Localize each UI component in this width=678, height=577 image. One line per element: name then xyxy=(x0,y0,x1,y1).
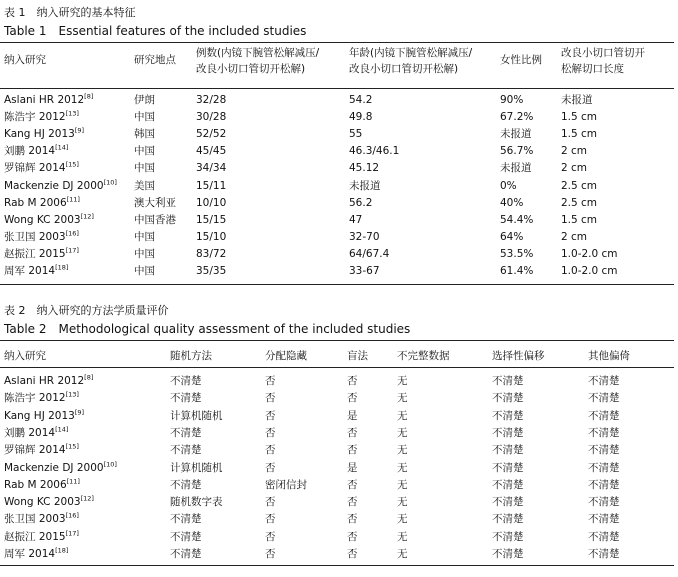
table2-bottom-rule xyxy=(0,565,674,566)
study-name: 刘鹏 2014 xyxy=(4,145,56,158)
table2-random-cell: 随机数字表 xyxy=(170,496,223,509)
table1-female-cell: 64% xyxy=(500,230,524,243)
table1-female-cell: 0% xyxy=(500,179,517,192)
table1-location-cell: 中国 xyxy=(134,145,155,158)
table2-study-cell xyxy=(4,392,79,404)
table2-incomplete-cell: 无 xyxy=(397,513,408,526)
reference-superscript: [13] xyxy=(65,390,79,399)
table1-study-cell xyxy=(4,180,117,192)
table2-random-cell: 不清楚 xyxy=(170,375,202,387)
reference-superscript: [10] xyxy=(103,460,117,468)
table1-length-cell: 1.0-2.0 cm xyxy=(561,265,618,277)
table2-incomplete-cell: 无 xyxy=(397,444,408,457)
table1-length-cell: 1.0-2.0 cm xyxy=(561,247,618,260)
table1-cases-cell: 35/35 xyxy=(196,265,227,277)
table1-cases-cell: 34/34 xyxy=(196,162,227,175)
table2-header-rule xyxy=(0,367,674,368)
table1-header-cell: 松解切口长度 xyxy=(561,63,624,75)
table2-allocation-cell: 否 xyxy=(265,530,276,543)
table2-random-cell: 不清楚 xyxy=(170,392,202,405)
reference-superscript: [8] xyxy=(84,373,94,382)
table1-age-cell: 32-70 xyxy=(349,230,380,243)
table2-allocation-cell: 否 xyxy=(265,375,276,387)
table2-random-cell: 不清楚 xyxy=(170,513,202,526)
table2-random-cell: 不清楚 xyxy=(170,444,202,457)
reference-superscript: [14] xyxy=(55,143,69,152)
table2-allocation-cell: 否 xyxy=(265,548,276,560)
study-name: Wong KC 2003 xyxy=(4,496,81,509)
table1-header-cell: 研究地点 xyxy=(134,54,176,66)
table2-allocation-cell: 否 xyxy=(265,392,276,405)
table1-age-cell: 64/67.4 xyxy=(349,247,390,260)
table2-incomplete-cell: 无 xyxy=(397,426,408,439)
table2-incomplete-cell: 无 xyxy=(397,548,408,560)
table2-study-cell xyxy=(4,531,79,543)
study-name: 陈浩宇 2012 xyxy=(4,111,66,124)
table2-allocation-cell: 否 xyxy=(265,513,276,526)
study-name: 周军 2014 xyxy=(4,265,56,277)
table1-cases-cell: 32/28 xyxy=(196,94,227,106)
table1-location-cell: 中国 xyxy=(134,111,155,124)
table2-blind-cell: 是 xyxy=(347,409,358,422)
reference-superscript: [11] xyxy=(66,477,80,486)
table2-selective-cell: 不清楚 xyxy=(492,530,524,543)
table2-selective-cell: 不清楚 xyxy=(492,409,524,422)
table1-age-cell: 55 xyxy=(349,128,363,141)
table1-length-cell: 1.5 cm xyxy=(561,128,598,141)
table2-other-cell: 不清楚 xyxy=(588,496,620,509)
table2-study-cell xyxy=(4,513,79,525)
table1-caption-cn: 表 1 纳入研究的基本特征 xyxy=(4,6,136,19)
table2-top-rule xyxy=(0,340,674,341)
study-name: 陈浩宇 2012 xyxy=(4,392,66,405)
table1-location-cell: 中国 xyxy=(134,230,155,243)
study-name: Wong KC 2003 xyxy=(4,213,81,226)
table2-header-cell: 不完整数据 xyxy=(397,350,450,362)
study-name: Kang HJ 2013 xyxy=(4,128,75,141)
table1-length-cell: 2 cm xyxy=(561,162,588,175)
table2-selective-cell: 不清楚 xyxy=(492,513,524,526)
table2-header-cell: 选择性偏移 xyxy=(492,350,545,362)
reference-superscript: [15] xyxy=(65,160,79,169)
study-name: Kang HJ 2013 xyxy=(4,409,75,422)
table1-female-cell: 40% xyxy=(500,196,524,209)
table2-allocation-cell: 否 xyxy=(265,426,276,439)
table2-incomplete-cell: 无 xyxy=(397,409,408,422)
table2-random-cell: 不清楚 xyxy=(170,530,202,543)
table2-selective-cell: 不清楚 xyxy=(492,426,524,439)
table1-age-cell: 33-67 xyxy=(349,265,380,277)
table2-other-cell: 不清楚 xyxy=(588,392,620,405)
table2-study-cell xyxy=(4,548,68,560)
table2-random-cell: 不清楚 xyxy=(170,548,202,560)
table2-blind-cell: 否 xyxy=(347,444,358,457)
table1-location-cell: 中国香港 xyxy=(134,213,176,226)
table2-blind-cell: 否 xyxy=(347,530,358,543)
table2-blind-cell: 否 xyxy=(347,392,358,405)
study-name: 赵振江 2015 xyxy=(4,247,66,260)
table1-location-cell: 韩国 xyxy=(134,128,155,141)
table2-header-cell: 纳入研究 xyxy=(4,350,46,362)
reference-superscript: [16] xyxy=(65,511,79,520)
reference-superscript: [16] xyxy=(65,229,79,238)
reference-superscript: [17] xyxy=(65,246,79,255)
study-name: 赵振江 2015 xyxy=(4,530,66,543)
table2-blind-cell: 否 xyxy=(347,513,358,526)
table1-header-cell: 女性比例 xyxy=(500,54,542,66)
table2-random-cell: 不清楚 xyxy=(170,426,202,439)
table1-header-cell: 例数(内镜下腕管松解减压/ xyxy=(196,47,320,59)
table1-header-rule xyxy=(0,88,674,89)
table2-allocation-cell: 密闭信封 xyxy=(265,478,307,491)
table1-header-cell: 改良小切口管切开松解) xyxy=(196,63,306,75)
table1-age-cell: 未报道 xyxy=(349,179,381,192)
table1-length-cell: 2 cm xyxy=(561,230,588,243)
study-name: Rab M 2006 xyxy=(4,478,67,491)
table2-selective-cell: 不清楚 xyxy=(492,461,524,474)
table1-age-cell: 54.2 xyxy=(349,94,373,106)
table2-allocation-cell: 否 xyxy=(265,444,276,457)
table2-study-cell xyxy=(4,410,84,422)
study-name: Mackenzie DJ 2000 xyxy=(4,179,104,192)
table2-allocation-cell: 否 xyxy=(265,409,276,422)
table2-other-cell: 不清楚 xyxy=(588,513,620,526)
study-name: 张卫国 2003 xyxy=(4,230,66,243)
table2-selective-cell: 不清楚 xyxy=(492,392,524,405)
table1-location-cell: 澳大利亚 xyxy=(134,196,176,209)
table1-header-cell: 改良小切口管切开 xyxy=(561,47,645,59)
table1-female-cell: 未报道 xyxy=(500,162,532,175)
table1-cases-cell: 15/10 xyxy=(196,230,227,243)
reference-superscript: [9] xyxy=(74,408,85,417)
table1-study-cell xyxy=(4,94,93,106)
table2-blind-cell: 是 xyxy=(347,461,358,474)
table2-selective-cell: 不清楚 xyxy=(492,478,524,491)
table1-header-cell: 年龄(内镜下腕管松解减压/ xyxy=(349,47,473,59)
table1-caption-en: Table 1 Essential features of the included studies xyxy=(4,24,307,38)
table1-cases-cell: 30/28 xyxy=(196,111,227,124)
table1-length-cell: 2.5 cm xyxy=(561,179,598,192)
table2-random-cell: 计算机随机 xyxy=(170,409,223,422)
study-name: 罗锦辉 2014 xyxy=(4,444,66,457)
study-name: Aslani HR 2012 xyxy=(4,375,85,387)
table2-other-cell: 不清楚 xyxy=(588,426,620,439)
table2-blind-cell: 否 xyxy=(347,375,358,387)
table1-study-cell xyxy=(4,128,84,140)
table1-cases-cell: 10/10 xyxy=(196,196,227,209)
table2-selective-cell: 不清楚 xyxy=(492,375,524,387)
table2-random-cell: 计算机随机 xyxy=(170,461,223,474)
table1-header-cell: 改良小切口管切开松解) xyxy=(349,63,459,75)
table1-cases-cell: 45/45 xyxy=(196,145,227,158)
table2-study-cell xyxy=(4,427,68,439)
table1-location-cell: 中国 xyxy=(134,247,155,260)
study-name: 罗锦辉 2014 xyxy=(4,162,66,175)
table1-age-cell: 47 xyxy=(349,213,363,226)
reference-superscript: [14] xyxy=(55,425,69,434)
reference-superscript: [18] xyxy=(55,546,69,555)
table2-other-cell: 不清楚 xyxy=(588,530,620,543)
table1-female-cell: 54.4% xyxy=(500,213,534,226)
table1-study-cell xyxy=(4,111,79,123)
table1-cases-cell: 15/11 xyxy=(196,179,227,192)
table2-incomplete-cell: 无 xyxy=(397,530,408,543)
reference-superscript: [15] xyxy=(65,442,79,451)
table2-selective-cell: 不清楚 xyxy=(492,496,524,509)
reference-superscript: [17] xyxy=(65,529,79,538)
table1-age-cell: 49.8 xyxy=(349,111,373,124)
table1-study-cell xyxy=(4,162,79,174)
reference-superscript: [9] xyxy=(74,126,85,135)
table1-study-cell xyxy=(4,145,68,157)
table1-age-cell: 45.12 xyxy=(349,162,380,175)
study-name: 刘鹏 2014 xyxy=(4,426,56,439)
table1-age-cell: 46.3/46.1 xyxy=(349,145,400,158)
table1-study-cell xyxy=(4,197,80,209)
reference-superscript: [10] xyxy=(103,178,117,186)
table1-location-cell: 中国 xyxy=(134,265,155,277)
table2-study-cell xyxy=(4,479,80,491)
table1-bottom-rule xyxy=(0,284,674,285)
table1-study-cell xyxy=(4,214,94,226)
table2-incomplete-cell: 无 xyxy=(397,478,408,491)
table1-study-cell xyxy=(4,248,79,260)
table2-allocation-cell: 否 xyxy=(265,496,276,509)
table1-header-cell: 纳入研究 xyxy=(4,54,46,66)
table2-other-cell: 不清楚 xyxy=(588,461,620,474)
table1-length-cell: 2.5 cm xyxy=(561,196,598,209)
study-name: Aslani HR 2012 xyxy=(4,94,85,106)
table2-study-cell xyxy=(4,444,79,456)
table2-study-cell xyxy=(4,462,117,474)
table1-length-cell: 1.5 cm xyxy=(561,213,598,226)
reference-superscript: [8] xyxy=(84,92,94,101)
table1-female-cell: 90% xyxy=(500,94,524,106)
table2-incomplete-cell: 无 xyxy=(397,461,408,474)
table2-other-cell: 不清楚 xyxy=(588,375,620,387)
table1-age-cell: 56.2 xyxy=(349,196,373,209)
table1-female-cell: 未报道 xyxy=(500,128,532,141)
table1-cases-cell: 52/52 xyxy=(196,128,227,141)
table2-other-cell: 不清楚 xyxy=(588,409,620,422)
table1-cases-cell: 83/72 xyxy=(196,247,227,260)
table2-caption-en: Table 2 Methodological quality assessment of the included studies xyxy=(4,322,411,336)
table2-incomplete-cell: 无 xyxy=(397,392,408,405)
table2-selective-cell: 不清楚 xyxy=(492,444,524,457)
table2-header-cell: 其他偏倚 xyxy=(588,350,630,362)
table2-incomplete-cell: 无 xyxy=(397,375,408,387)
study-name: 周军 2014 xyxy=(4,548,56,560)
table1-study-cell xyxy=(4,231,79,243)
table2-blind-cell: 否 xyxy=(347,496,358,509)
table1-top-rule xyxy=(0,42,674,43)
table1-cases-cell: 15/15 xyxy=(196,213,227,226)
table1-length-cell: 2 cm xyxy=(561,145,588,158)
table1-study-cell xyxy=(4,265,68,277)
table1-length-cell: 未报道 xyxy=(561,94,593,106)
table2-other-cell: 不清楚 xyxy=(588,548,620,560)
table2-incomplete-cell: 无 xyxy=(397,496,408,509)
table1-location-cell: 美国 xyxy=(134,179,155,192)
table1-female-cell: 56.7% xyxy=(500,145,534,158)
table2-study-cell xyxy=(4,375,93,387)
study-name: Mackenzie DJ 2000 xyxy=(4,461,104,474)
table1-length-cell: 1.5 cm xyxy=(561,111,598,124)
reference-superscript: [11] xyxy=(66,195,80,204)
study-name: 张卫国 2003 xyxy=(4,513,66,526)
table2-header-cell: 分配隐藏 xyxy=(265,350,307,362)
table2-random-cell: 不清楚 xyxy=(170,478,202,491)
table1-location-cell: 中国 xyxy=(134,162,155,175)
table2-allocation-cell: 否 xyxy=(265,461,276,474)
table1-location-cell: 伊朗 xyxy=(134,94,155,106)
table2-other-cell: 不清楚 xyxy=(588,478,620,491)
reference-superscript: [12] xyxy=(80,212,94,221)
table2-selective-cell: 不清楚 xyxy=(492,548,524,560)
table1-female-cell: 61.4% xyxy=(500,265,534,277)
table2-caption-cn: 表 2 纳入研究的方法学质量评价 xyxy=(4,304,169,317)
table2-header-cell: 盲法 xyxy=(347,350,368,362)
table2-blind-cell: 否 xyxy=(347,548,358,560)
table2-blind-cell: 否 xyxy=(347,478,358,491)
table2-other-cell: 不清楚 xyxy=(588,444,620,457)
reference-superscript: [12] xyxy=(80,494,94,503)
table1-female-cell: 67.2% xyxy=(500,111,534,124)
study-name: Rab M 2006 xyxy=(4,196,67,209)
table1-female-cell: 53.5% xyxy=(500,247,534,260)
reference-superscript: [13] xyxy=(65,109,79,118)
table2-study-cell xyxy=(4,496,94,508)
reference-superscript: [18] xyxy=(55,263,69,272)
table2-header-cell: 随机方法 xyxy=(170,350,212,362)
table2-blind-cell: 否 xyxy=(347,426,358,439)
